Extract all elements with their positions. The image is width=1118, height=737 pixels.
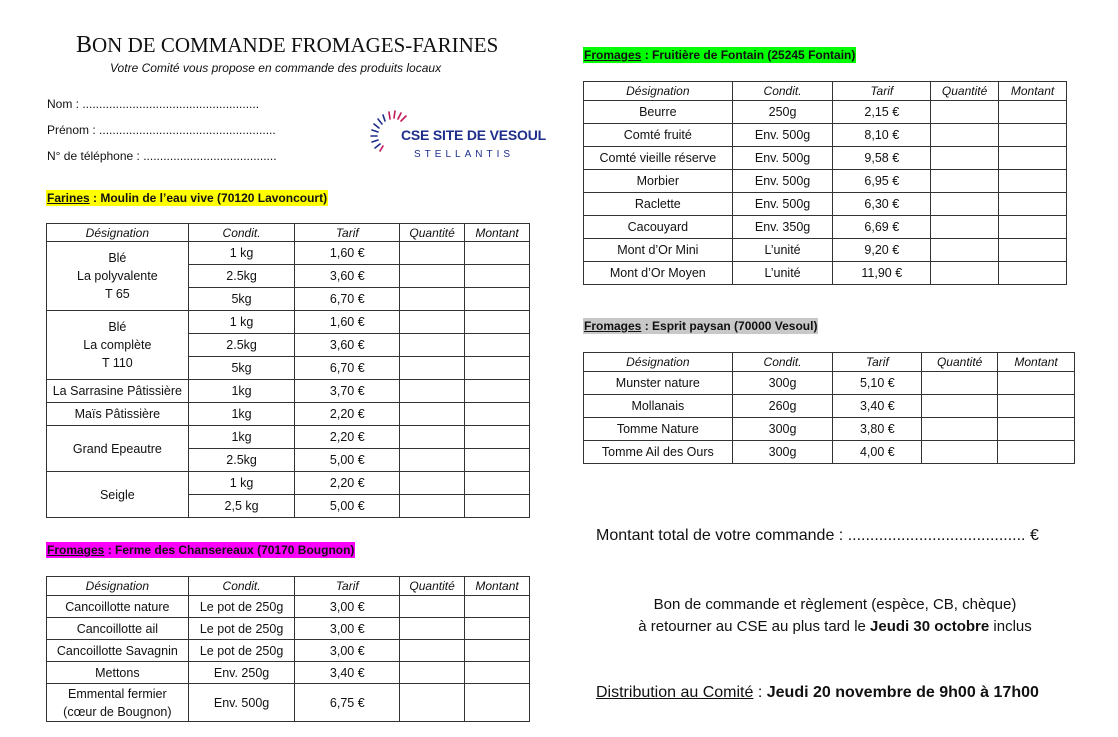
table-row [584, 239, 1067, 262]
col-designation: Désignation [47, 577, 189, 596]
tarif-cell: 3,00 € [295, 596, 400, 618]
quantite-input[interactable] [400, 662, 465, 684]
quantite-input[interactable] [400, 403, 465, 426]
fontain-heading: Fromages : Fruitière de Fontain (25245 Fontain) [584, 48, 856, 62]
designation-cell: Emmental fermier (cœur de Bougnon) [47, 684, 189, 722]
table-row [584, 418, 1075, 441]
designation-cell: Maïs Pâtissière [47, 403, 189, 426]
col-designation: Désignation [47, 224, 189, 242]
table-row [584, 124, 1067, 147]
condit-cell: Le pot de 250g [188, 596, 295, 618]
table-row [47, 311, 530, 334]
designation-cell: Comté fruité [584, 124, 733, 147]
tarif-cell: 2,15 € [833, 101, 931, 124]
montant-cell [465, 662, 530, 684]
return-line-1: Bon de commande et règlement (espèce, CB, chèque) [653, 596, 1017, 613]
col-tarif: Tarif [295, 224, 400, 242]
tarif-cell: 6,69 € [833, 216, 931, 239]
tarif-cell: 3,40 € [295, 662, 400, 684]
quantite-input[interactable] [931, 239, 999, 262]
tarif-cell: 5,00 € [295, 495, 400, 518]
condit-cell: 1 kg [188, 472, 295, 495]
farines-heading: Farines : Moulin de l’eau vive (70120 Lavoncourt) [47, 191, 328, 205]
table-row [47, 684, 530, 722]
quantite-input[interactable] [400, 684, 465, 722]
condit-cell: Env. 500g [732, 124, 833, 147]
table-row [584, 170, 1067, 193]
col-montant: Montant [465, 577, 530, 596]
table-row [584, 101, 1067, 124]
col-montant: Montant [999, 82, 1067, 101]
quantite-input[interactable] [400, 334, 465, 357]
quantite-input[interactable] [400, 311, 465, 334]
designation-cell: Blé La complète T 110 [47, 311, 189, 380]
quantite-input[interactable] [931, 193, 999, 216]
condit-cell: L’unité [732, 239, 833, 262]
tarif-cell: 9,58 € [833, 147, 931, 170]
condit-cell: 2.5kg [188, 449, 295, 472]
tarif-cell: 11,90 € [833, 262, 931, 285]
quantite-input[interactable] [922, 418, 998, 441]
condit-cell: 2,5 kg [188, 495, 295, 518]
designation-cell: Tomme Nature [584, 418, 733, 441]
esprit-table [583, 352, 1075, 464]
designation-cell: Mollanais [584, 395, 733, 418]
montant-cell [465, 242, 530, 265]
quantite-input[interactable] [400, 426, 465, 449]
col-condit: Condit. [732, 353, 833, 372]
tarif-cell: 3,00 € [295, 640, 400, 662]
prenom-field[interactable]: Prénom : ..................................................... [47, 123, 276, 137]
table-row [47, 618, 530, 640]
quantite-input[interactable] [922, 441, 998, 464]
col-quantite: Quantité [922, 353, 998, 372]
montant-cell [465, 449, 530, 472]
table-row [584, 193, 1067, 216]
tarif-cell: 3,00 € [295, 618, 400, 640]
quantite-input[interactable] [400, 472, 465, 495]
table-row [584, 395, 1075, 418]
chansereaux-heading: Fromages : Ferme des Chansereaux (70170 Bougnon) [47, 543, 355, 557]
quantite-input[interactable] [400, 640, 465, 662]
table-row [47, 596, 530, 618]
tarif-cell: 2,20 € [295, 403, 400, 426]
montant-cell [998, 418, 1075, 441]
condit-cell: 1kg [188, 380, 295, 403]
montant-cell [465, 288, 530, 311]
montant-cell [999, 170, 1067, 193]
condit-cell: 5kg [188, 357, 295, 380]
condit-cell: L’unité [732, 262, 833, 285]
montant-cell [998, 372, 1075, 395]
designation-cell: Raclette [584, 193, 733, 216]
montant-cell [465, 684, 530, 722]
page-subtitle: Votre Comité vous propose en commande des produits locaux [110, 61, 442, 75]
condit-cell: Env. 500g [732, 147, 833, 170]
montant-cell [999, 124, 1067, 147]
designation-cell: Cancoillotte nature [47, 596, 189, 618]
montant-cell [999, 216, 1067, 239]
designation-cell: Tomme Ail des Ours [584, 441, 733, 464]
condit-cell: 260g [732, 395, 833, 418]
condit-cell: 300g [732, 441, 833, 464]
quantite-input[interactable] [922, 395, 998, 418]
table-row [47, 472, 530, 495]
montant-cell [465, 357, 530, 380]
tarif-cell: 2,20 € [295, 472, 400, 495]
table-row [584, 441, 1075, 464]
quantite-input[interactable] [400, 380, 465, 403]
montant-cell [465, 596, 530, 618]
col-designation: Désignation [584, 353, 733, 372]
tarif-cell: 6,70 € [295, 288, 400, 311]
col-tarif: Tarif [295, 577, 400, 596]
col-designation: Désignation [584, 82, 733, 101]
quantite-input[interactable] [400, 596, 465, 618]
condit-cell: Le pot de 250g [188, 618, 295, 640]
designation-cell: Cancoillotte Savagnin [47, 640, 189, 662]
table-row [584, 216, 1067, 239]
table-row [47, 403, 530, 426]
quantite-input[interactable] [400, 357, 465, 380]
table-row [584, 372, 1075, 395]
quantite-input[interactable] [400, 242, 465, 265]
col-tarif: Tarif [833, 82, 931, 101]
quantite-input[interactable] [400, 449, 465, 472]
col-condit: Condit. [188, 224, 295, 242]
designation-cell: Grand Epeautre [47, 426, 189, 472]
quantite-input[interactable] [400, 265, 465, 288]
table-row [47, 640, 530, 662]
designation-cell: La Sarrasine Pâtissière [47, 380, 189, 403]
condit-cell: Env. 500g [188, 684, 295, 722]
designation-cell: Mont d’Or Mini [584, 239, 733, 262]
tarif-cell: 9,20 € [833, 239, 931, 262]
distribution-info: Distribution au Comité : Jeudi 20 novembre de 9h00 à 17h00 [596, 684, 1039, 701]
col-quantite: Quantité [931, 82, 999, 101]
tarif-cell: 6,75 € [295, 684, 400, 722]
logo-brand: STELLANTIS [414, 149, 515, 160]
tarif-cell: 8,10 € [833, 124, 931, 147]
condit-cell: 250g [732, 101, 833, 124]
condit-cell: 300g [732, 372, 833, 395]
condit-cell: 300g [732, 418, 833, 441]
quantite-input[interactable] [931, 124, 999, 147]
montant-cell [465, 311, 530, 334]
montant-cell [465, 618, 530, 640]
condit-cell: Env. 350g [732, 216, 833, 239]
tarif-cell: 6,30 € [833, 193, 931, 216]
montant-cell [999, 262, 1067, 285]
condit-cell: 2.5kg [188, 334, 295, 357]
tarif-cell: 2,20 € [295, 426, 400, 449]
condit-cell: 5kg [188, 288, 295, 311]
quantite-input[interactable] [931, 147, 999, 170]
order-total-field[interactable]: Montant total de votre commande : ........................................ € [596, 527, 1039, 544]
col-quantite: Quantité [400, 577, 465, 596]
esprit-heading: Fromages : Esprit paysan (70000 Vesoul) [584, 319, 818, 333]
fontain-table [583, 81, 1067, 285]
designation-cell: Munster nature [584, 372, 733, 395]
montant-cell [999, 193, 1067, 216]
montant-cell [465, 472, 530, 495]
designation-cell: Seigle [47, 472, 189, 518]
condit-cell: Le pot de 250g [188, 640, 295, 662]
tarif-cell: 3,60 € [295, 265, 400, 288]
quantite-input[interactable] [931, 101, 999, 124]
tarif-cell: 3,70 € [295, 380, 400, 403]
montant-cell [999, 147, 1067, 170]
col-quantite: Quantité [400, 224, 465, 242]
montant-cell [465, 640, 530, 662]
return-instructions [580, 594, 1090, 638]
tarif-cell: 6,95 € [833, 170, 931, 193]
quantite-input[interactable] [400, 618, 465, 640]
montant-cell [998, 441, 1075, 464]
designation-cell: Blé La polyvalente T 65 [47, 242, 189, 311]
condit-cell: 1kg [188, 403, 295, 426]
montant-cell [465, 426, 530, 449]
tarif-cell: 4,00 € [833, 441, 922, 464]
condit-cell: Env. 250g [188, 662, 295, 684]
condit-cell: 1 kg [188, 311, 295, 334]
chansereaux-table [46, 576, 530, 722]
quantite-input[interactable] [400, 495, 465, 518]
quantite-input[interactable] [931, 262, 999, 285]
condit-cell: Env. 500g [732, 170, 833, 193]
designation-cell: Beurre [584, 101, 733, 124]
condit-cell: 1 kg [188, 242, 295, 265]
montant-cell [465, 265, 530, 288]
tarif-cell: 1,60 € [295, 242, 400, 265]
col-tarif: Tarif [833, 353, 922, 372]
designation-cell: Cacouyard [584, 216, 733, 239]
designation-cell: Cancoillotte ail [47, 618, 189, 640]
montant-cell [465, 403, 530, 426]
designation-cell: Comté vieille réserve [584, 147, 733, 170]
quantite-input[interactable] [931, 170, 999, 193]
col-condit: Condit. [188, 577, 295, 596]
col-montant: Montant [465, 224, 530, 242]
quantite-input[interactable] [931, 216, 999, 239]
tarif-cell: 6,70 € [295, 357, 400, 380]
col-montant: Montant [998, 353, 1075, 372]
condit-cell: 2.5kg [188, 265, 295, 288]
montant-cell [999, 101, 1067, 124]
quantite-input[interactable] [922, 372, 998, 395]
nom-field[interactable]: Nom : ..................................................... [47, 97, 260, 111]
return-line-2: à retourner au CSE au plus tard le Jeudi 30 octobre inclus [638, 618, 1032, 635]
tarif-cell: 1,60 € [295, 311, 400, 334]
tarif-cell: 3,40 € [833, 395, 922, 418]
table-row [584, 147, 1067, 170]
col-condit: Condit. [732, 82, 833, 101]
table-row [47, 426, 530, 449]
montant-cell [465, 380, 530, 403]
farines-table [46, 223, 530, 518]
condit-cell: Env. 500g [732, 193, 833, 216]
logo-text: CSE SITE DE VESOUL [401, 127, 546, 143]
montant-cell [465, 495, 530, 518]
tarif-cell: 3,60 € [295, 334, 400, 357]
designation-cell: Morbier [584, 170, 733, 193]
table-row [47, 380, 530, 403]
page-title: BON DE COMMANDE FROMAGES-FARINES [76, 32, 499, 58]
condit-cell: 1kg [188, 426, 295, 449]
designation-cell: Mettons [47, 662, 189, 684]
tarif-cell: 5,10 € [833, 372, 922, 395]
montant-cell [999, 239, 1067, 262]
telephone-field[interactable]: N° de téléphone : ........................................ [47, 149, 277, 163]
tarif-cell: 3,80 € [833, 418, 922, 441]
montant-cell [465, 334, 530, 357]
table-row [584, 262, 1067, 285]
designation-cell: Mont d’Or Moyen [584, 262, 733, 285]
quantite-input[interactable] [400, 288, 465, 311]
table-row [47, 242, 530, 265]
table-row [47, 662, 530, 684]
tarif-cell: 5,00 € [295, 449, 400, 472]
montant-cell [998, 395, 1075, 418]
